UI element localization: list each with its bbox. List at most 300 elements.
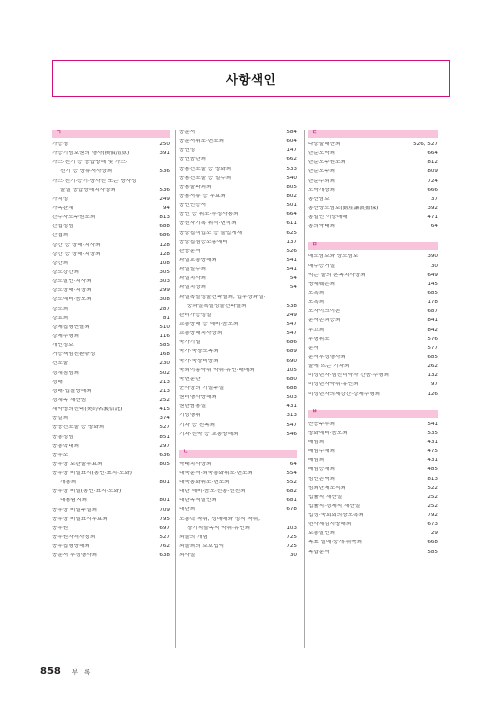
section-letter: ㄱ <box>56 129 62 136</box>
index-entry <box>308 486 438 495</box>
entry-page: 178 <box>427 300 438 306</box>
section-header <box>308 410 438 418</box>
entry-page: 64 <box>289 461 297 467</box>
entry-page: 503 <box>286 395 297 401</box>
entry-page: 431 <box>427 439 438 445</box>
index-entry <box>308 355 438 364</box>
entry-page: 604 <box>286 139 297 145</box>
entry-term: 노동력 착취, 성매매와 성적 착취, <box>179 516 260 522</box>
index-entry <box>52 343 170 352</box>
entry-page: 685 <box>427 354 438 360</box>
index-entry <box>308 458 438 467</box>
index-column-3 <box>308 130 438 568</box>
index-entry <box>308 495 438 504</box>
entry-page: 105 <box>286 367 297 373</box>
index-entry <box>308 513 438 522</box>
entry-term: 국헌문란 <box>179 376 201 382</box>
entry-term: 강도죄 <box>52 306 69 312</box>
entry-term: 경매·입찰방해죄 <box>52 388 92 394</box>
entry-page: 390 <box>427 254 438 260</box>
index-entry <box>52 371 170 380</box>
entry-term: 내용탐지죄 <box>60 498 88 504</box>
index-entry <box>179 231 297 240</box>
entry-page: 688 <box>159 224 170 230</box>
entry-page: 680 <box>286 376 297 382</box>
index-entry <box>308 422 438 431</box>
entry-page: 611 <box>286 221 297 227</box>
entry-term: 모욕죄 <box>308 300 325 306</box>
entry-page: 262 <box>427 364 438 370</box>
column-divider <box>175 130 176 648</box>
entry-page: 137 <box>286 239 297 245</box>
index-entry <box>52 316 170 325</box>
entry-page: 431 <box>286 404 297 410</box>
entry-page: 471 <box>427 215 438 221</box>
index-entry <box>52 179 170 188</box>
entry-page: 813 <box>427 476 438 482</box>
entry-term: 개봉죄 <box>60 480 77 486</box>
index-entry <box>308 197 438 206</box>
index-entry <box>52 197 170 206</box>
entry-term: 공동학대죄 <box>52 443 80 449</box>
entry-page: 554 <box>286 470 297 476</box>
entry-page: 577 <box>427 345 438 351</box>
entry-page: 686 <box>286 340 297 346</box>
entry-page: 213 <box>159 379 170 385</box>
index-entry <box>308 300 438 309</box>
index-entry <box>52 553 170 562</box>
entry-term: 국가기밀 <box>179 340 201 346</box>
entry-term: 권한남용설 <box>179 404 207 410</box>
entry-term: 동산양도담보(動産讓渡擔保) <box>308 205 379 211</box>
entry-term: 거증책임전환규정 <box>52 352 96 358</box>
entry-term: 공인 등 위조·부정사용죄 <box>179 212 239 218</box>
entry-term: 강요죄 <box>52 315 69 321</box>
entry-term: 과실일수죄 <box>179 267 207 273</box>
entry-page: 636 <box>159 452 170 458</box>
entry-term: 중과실폭발성물건파열죄 <box>187 303 247 309</box>
entry-page: 689 <box>286 349 297 355</box>
entry-page: 527 <box>159 425 170 431</box>
entry-page: 147 <box>286 148 297 154</box>
entry-term: 가등청 <box>52 142 69 147</box>
entry-page: 541 <box>286 267 297 273</box>
entry-page: 391 <box>159 151 170 157</box>
index-entry <box>308 550 438 559</box>
entry-term: 강도상해·치상죄 <box>52 288 92 294</box>
entry-term: 강도살인·치사죄 <box>52 279 92 285</box>
page-title: 사항색인 <box>225 71 277 87</box>
column-divider <box>304 130 305 648</box>
entry-page: 252 <box>427 503 438 509</box>
entry-page: 305 <box>159 269 170 275</box>
entry-term: 강도강간죄 <box>52 269 80 275</box>
entry-term: 공전자기록 위작·변작죄 <box>179 221 237 227</box>
index-entry <box>52 169 170 178</box>
entry-term: 개인정보 <box>52 343 74 349</box>
entry-term: 반응주부죄 <box>308 421 336 427</box>
entry-page: 662 <box>286 157 297 163</box>
index-entry <box>52 453 170 462</box>
entry-page: 668 <box>427 540 438 546</box>
entry-term: 공중접객업소 등 불법게재 <box>179 230 242 236</box>
index-entry <box>308 531 438 540</box>
entry-page: 535 <box>427 430 438 436</box>
entry-page: 536 <box>159 169 170 175</box>
entry-page: 681 <box>286 498 297 504</box>
index-entry <box>52 480 170 489</box>
index-entry <box>308 392 438 401</box>
index-entry <box>52 416 170 425</box>
entry-page: 638 <box>159 553 170 559</box>
entry-term: 동의낙태죄 <box>308 224 336 230</box>
index-entry <box>179 194 297 203</box>
page-footer <box>40 666 92 677</box>
entry-page: 724 <box>427 178 438 184</box>
entry-term: 무형위조 <box>308 336 330 342</box>
entry-term: 배임수재죄 <box>308 449 336 455</box>
entry-term: 장기적출목적 약취·유인죄 <box>187 525 250 531</box>
index-entry <box>308 540 438 549</box>
index-entry <box>179 471 297 480</box>
entry-term: 강간죄 <box>52 260 69 266</box>
entry-term: 동일인 이중매매 <box>308 215 348 221</box>
entry-term: 도박개장죄 <box>308 187 336 193</box>
index-entry <box>308 254 438 263</box>
index-entry <box>52 380 170 389</box>
entry-page: 313 <box>286 413 297 419</box>
entry-page: 547 <box>286 422 297 428</box>
entry-term: 명예훼손죄 <box>308 281 336 287</box>
section-header <box>308 242 438 250</box>
entry-term: 법률적·경제적 재산설 <box>308 503 361 509</box>
entry-page: 249 <box>159 196 170 202</box>
entry-term: 변사체검시방해죄 <box>308 522 352 528</box>
index-entry <box>52 243 170 252</box>
index-section <box>52 130 170 562</box>
entry-term: 경계침범죄 <box>52 370 80 376</box>
entry-term: 관공문서 <box>179 248 201 254</box>
entry-term: 미성년자약취·유인죄 <box>308 382 359 388</box>
entry-term: 뇌사설 <box>179 553 196 559</box>
index-section <box>308 130 438 233</box>
entry-page: 585 <box>159 343 170 349</box>
section-letter: ㄷ <box>312 129 318 136</box>
entry-term: 공공건조물 등 방화죄 <box>52 425 105 431</box>
index-entry <box>52 288 170 297</box>
entry-page: 533 <box>286 166 297 172</box>
entry-term: 공중접점등소송예비 <box>179 239 228 245</box>
entry-page: 374 <box>159 416 170 422</box>
entry-term: 단순도박죄 <box>308 151 336 157</box>
entry-term: 내란 예비·음모·선동·선전죄 <box>179 489 246 495</box>
index-entry <box>179 432 297 441</box>
entry-page: 540 <box>286 175 297 181</box>
entry-term: 군사상의 기밀누설 <box>179 385 225 391</box>
entry-term: 내국문서·외국통화위조·변조죄 <box>179 470 253 476</box>
entry-page: 303 <box>159 279 170 285</box>
entry-page: 813 <box>159 215 170 221</box>
entry-page: 94 <box>162 205 170 211</box>
entry-page: 392 <box>427 205 438 211</box>
entry-term: 공무상 비밀표시(봉인·표지·도화) <box>52 471 132 477</box>
index-entry <box>179 349 297 358</box>
entry-page: 103 <box>286 525 297 531</box>
entry-page: 37 <box>430 196 438 202</box>
index-entry <box>52 361 170 370</box>
index-entry <box>52 508 170 517</box>
index-entry <box>52 142 170 151</box>
index-entry <box>52 252 170 261</box>
index-entry <box>179 517 297 526</box>
entry-term: 내란목적살인죄 <box>179 498 217 504</box>
page-number: 858 <box>40 666 61 677</box>
entry-term: 공동정범 <box>52 434 74 440</box>
entry-term: 단순수뢰죄 <box>308 178 336 184</box>
index-entry <box>179 176 297 185</box>
entry-term: 공무상 비밀(봉인·표지·도화) <box>52 489 122 495</box>
index-entry <box>308 142 438 151</box>
entry-page: 502 <box>159 370 170 376</box>
index-entry <box>308 273 438 282</box>
entry-term: 국외이송약취 약취·유인·매매죄 <box>179 367 255 373</box>
index-entry <box>179 526 297 535</box>
index-entry <box>52 444 170 453</box>
entry-page: 287 <box>159 306 170 312</box>
index-entry <box>179 331 297 340</box>
entry-page: 547 <box>286 331 297 337</box>
index-entry <box>179 258 297 267</box>
index-entry <box>308 431 438 440</box>
entry-page: 249 <box>286 312 297 318</box>
entry-page: 709 <box>159 507 170 513</box>
index-entry <box>52 407 170 416</box>
entry-term: 내란죄 <box>179 507 196 513</box>
index-entry <box>179 157 297 166</box>
entry-term: 교통방해 등 예비·음모죄 <box>179 321 239 327</box>
entry-term: 복합문서 <box>308 549 330 555</box>
index-entry <box>179 359 297 368</box>
entry-page: 54 <box>289 285 297 291</box>
index-entry <box>308 188 438 197</box>
entry-term: 뇌물죄의 보호법익 <box>179 544 225 550</box>
index-entry <box>52 535 170 544</box>
entry-term: 가치성 <box>52 196 69 202</box>
index-entry <box>179 413 297 422</box>
index-entry <box>179 240 297 249</box>
index-entry <box>308 382 438 391</box>
entry-term: 기차·선박 등 교통방해죄 <box>179 431 239 437</box>
entry-page: 664 <box>286 212 297 218</box>
index-entry <box>308 264 438 273</box>
entry-page: 308 <box>159 297 170 303</box>
entry-term: 공무상 비밀표시무효죄 <box>52 516 108 522</box>
index-entry <box>52 279 170 288</box>
entry-term: 문서부정행사죄 <box>308 354 346 360</box>
index-entry <box>179 148 297 157</box>
index-entry <box>308 346 438 355</box>
entry-page: 250 <box>159 142 170 147</box>
entry-page: 805 <box>286 184 297 190</box>
entry-term: 단순도주원조죄 <box>308 160 346 166</box>
entry-page: 541 <box>286 257 297 263</box>
entry-term: 계약명의신탁(契約名義信託) <box>52 407 123 413</box>
entry-page: 725 <box>286 544 297 550</box>
section-letter: ㅁ <box>312 241 318 248</box>
index-entry <box>308 328 438 337</box>
entry-term: 물질 공급방해치사상죄 <box>60 187 116 193</box>
entry-term: 방화예비·음모죄 <box>308 430 348 436</box>
index-entry <box>308 282 438 291</box>
entry-page: 547 <box>286 321 297 327</box>
entry-page: 541 <box>427 421 438 427</box>
entry-term: 공무원자격사칭죄 <box>52 535 96 541</box>
index-entry <box>179 185 297 194</box>
index-entry <box>52 352 170 361</box>
entry-term: 기차 등 전복죄 <box>179 422 215 428</box>
entry-term: 법정·국회회의장모욕죄 <box>308 513 364 519</box>
entry-page: 128 <box>159 242 170 248</box>
entry-page: 54 <box>289 276 297 282</box>
entry-page: 475 <box>427 449 438 455</box>
index-entry <box>308 151 438 160</box>
entry-term: 배임죄 <box>308 439 325 445</box>
index-entry <box>308 504 438 513</box>
entry-term: 범죄단체조직죄 <box>308 485 346 491</box>
index-entry <box>179 285 297 294</box>
entry-term: 간접정범 <box>52 224 74 230</box>
index-section <box>179 130 297 441</box>
entry-term: 가등기담보권의 행사(換價清算) <box>52 151 130 157</box>
section-header <box>52 130 170 138</box>
index-entry <box>308 522 438 531</box>
entry-page: 132 <box>427 373 438 379</box>
entry-term: 간첩죄 <box>52 233 69 239</box>
entry-term: 법률적 재산설 <box>308 494 343 500</box>
index-entry <box>308 364 438 373</box>
index-entry <box>52 215 170 224</box>
entry-page: 501 <box>286 203 297 209</box>
entry-page: 685 <box>427 290 438 296</box>
entry-term: 공연음란죄 <box>179 157 207 163</box>
entry-page: 649 <box>427 272 438 278</box>
entry-page: 792 <box>427 513 438 519</box>
entry-page: 664 <box>427 151 438 157</box>
index-entry <box>308 337 438 346</box>
index-entry <box>308 309 438 318</box>
entry-term: 배임증재죄 <box>308 467 336 473</box>
entry-page: 851 <box>159 434 170 440</box>
entry-page: 29 <box>430 531 438 537</box>
index-section <box>308 242 438 400</box>
index-entry <box>179 313 297 322</box>
entry-term: 권리행사방해죄 <box>179 395 217 401</box>
entry-page: 802 <box>286 193 297 199</box>
entry-page: 576 <box>427 336 438 342</box>
entry-term: 공용건조물 등 방화죄 <box>179 166 232 172</box>
entry-page: 842 <box>427 327 438 333</box>
entry-page: 585 <box>427 549 438 555</box>
index-entry <box>52 297 170 306</box>
entry-term: 모욕죄 <box>308 290 325 296</box>
section-header <box>308 130 438 138</box>
index-entry <box>52 425 170 434</box>
entry-term: 뇌물의 개념 <box>179 534 208 540</box>
entry-page: 522 <box>427 485 438 491</box>
entry-term: 가족관계 <box>52 205 74 211</box>
entry-page: 536 <box>159 187 170 193</box>
entry-page: 485 <box>427 467 438 473</box>
entry-page: 688 <box>286 385 297 391</box>
index-entry <box>179 295 297 304</box>
index-entry <box>179 395 297 404</box>
entry-term: 동산담보 <box>308 196 330 202</box>
index-entry <box>52 544 170 553</box>
entry-page: 415 <box>159 407 170 413</box>
index-entry <box>52 435 170 444</box>
entry-term: 과실치상죄 <box>179 285 207 291</box>
entry-term: 공연성 <box>179 148 196 154</box>
entry-page: 795 <box>159 516 170 522</box>
index-entry <box>179 489 297 498</box>
entry-page: 682 <box>286 489 297 495</box>
entry-term: 공문서 부정행사죄 <box>52 553 98 559</box>
index-entry <box>179 203 297 212</box>
index-entry <box>179 212 297 221</box>
index-entry <box>52 270 170 279</box>
entry-term: 공무상 보관물무효죄 <box>52 461 103 467</box>
entry-term: 교통방해치사상죄 <box>179 331 223 337</box>
index-entry <box>52 334 170 343</box>
title-box <box>52 60 450 97</box>
entry-page: 687 <box>427 309 438 315</box>
entry-term: 문서 <box>308 345 319 351</box>
entry-page: 510 <box>159 324 170 330</box>
entry-page: 625 <box>286 230 297 236</box>
index-entry <box>52 307 170 316</box>
entry-term: 범인은닉죄 <box>308 476 336 482</box>
index-entry <box>179 423 297 432</box>
entry-term: 간수자도주원조죄 <box>52 215 96 221</box>
entry-term: 내국통화위조·변조죄 <box>179 480 230 486</box>
index-entry <box>179 167 297 176</box>
entry-page: 431 <box>427 458 438 464</box>
entry-page: 116 <box>159 333 170 339</box>
entry-term: 경계목 재산범 <box>52 397 87 403</box>
entry-term: 공용서류 등 무효죄 <box>179 193 226 199</box>
footer-label: 부 록 <box>71 668 93 676</box>
index-entry <box>308 373 438 382</box>
entry-page: 678 <box>286 507 297 513</box>
index-entry <box>52 325 170 334</box>
index-entry <box>179 377 297 386</box>
entry-term: 공무집행방해죄 <box>52 544 90 550</box>
entry-term: 매수증거설 <box>308 263 336 269</box>
entry-page: 526 <box>286 248 297 254</box>
entry-page: 801 <box>159 480 170 486</box>
index-column-2 <box>179 130 297 571</box>
index-entry <box>308 169 438 178</box>
index-entry <box>308 467 438 476</box>
entry-page: 168 <box>159 352 170 358</box>
entry-term: 강간 등 상해·치상죄 <box>52 251 101 257</box>
entry-page: 697 <box>159 525 170 531</box>
entry-term: 공무소 <box>52 452 69 458</box>
index-entry <box>179 249 297 258</box>
section-header <box>179 450 297 458</box>
entry-term: 낙태치사상죄 <box>179 461 212 467</box>
entry-term: 강제추행죄 <box>52 333 80 339</box>
